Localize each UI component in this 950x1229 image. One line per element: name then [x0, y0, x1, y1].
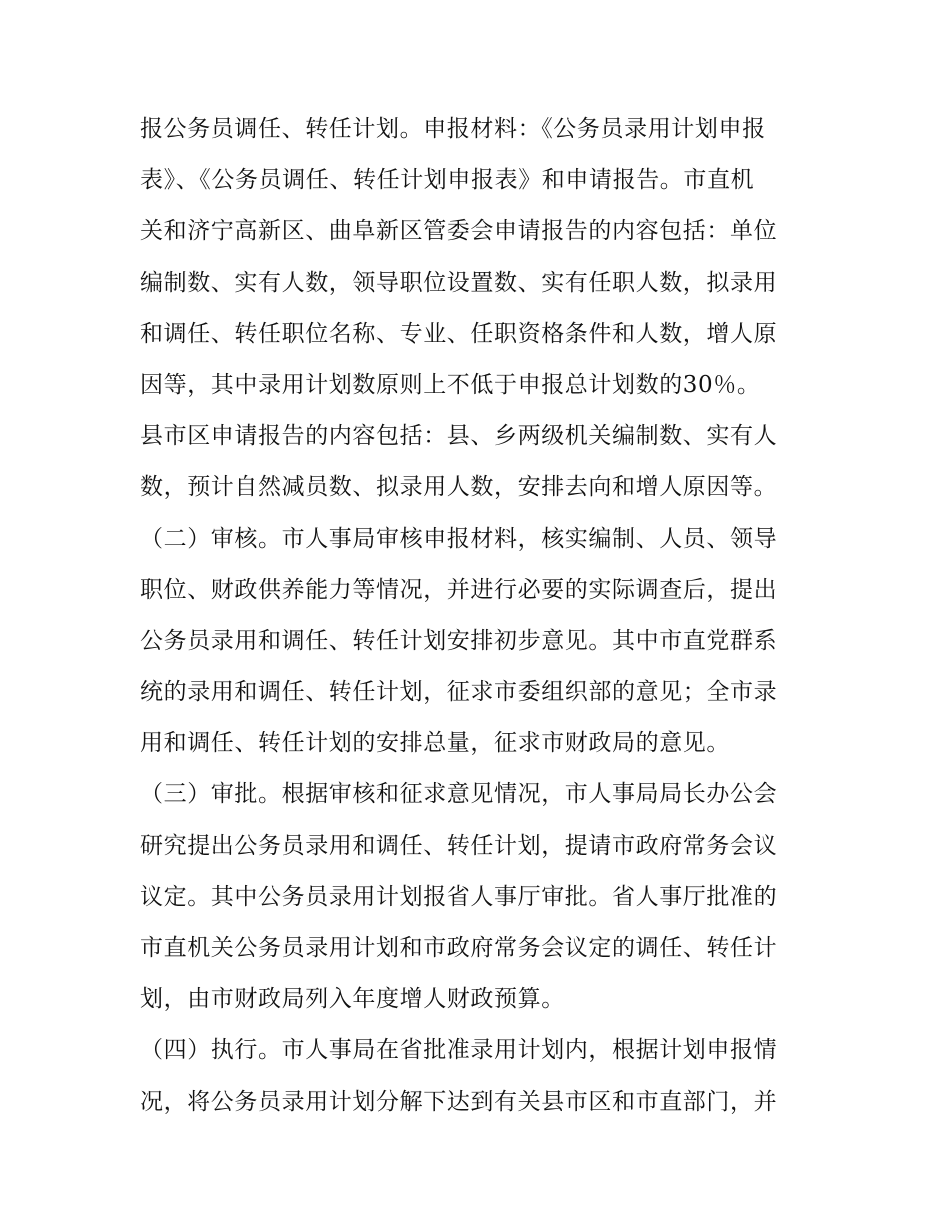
text-line: 公务员录用和调任、转任计划安排初步意见。其中市直党群系	[140, 627, 778, 654]
text-line: 报公务员调任、转任计划。申报材料：《公务员录用计划申报	[140, 116, 766, 142]
text-line: 表》、《公务员调任、转任计划申报表》和申请报告。市直机	[140, 167, 755, 194]
text-line: 研究提出公务员录用和调任、转任计划，提请市政府常务会议	[140, 832, 778, 859]
text-line: 县市区申请报告的内容包括：县、乡两级机关编制数、实有人	[140, 423, 778, 450]
section-heading-line: （四）执行。市人事局在省批准录用计划内，根据计划申报情	[140, 1037, 778, 1064]
text-line: 因等，其中录用计划数原则上不低于申报总计划数的30％。	[140, 371, 761, 398]
text-line: 关和济宁高新区、曲阜新区管委会申请报告的内容包括：单位	[140, 218, 778, 245]
text-line: 职位、财政供养能力等情况，并进行必要的实际调查后，提出	[140, 576, 778, 603]
text-line: 用和调任、转任计划的安排总量，征求市财政局的意见。	[140, 730, 730, 757]
text-line: 数，预计自然减员数、拟录用人数，安排去向和增人原因等。	[140, 474, 778, 501]
text-line: 划，由市财政局列入年度增人财政预算。	[140, 986, 565, 1013]
text-line: 统的录用和调任、转任计划，征求市委组织部的意见；全市录	[140, 679, 778, 706]
text-line: 议定。其中公务员录用计划报省人事厅审批。省人事厅批准的	[140, 883, 778, 910]
text-line: 编制数、实有人数，领导职位设置数、实有任职人数，拟录用	[140, 269, 778, 296]
body-text	[140, 104, 830, 1128]
text-line: 况，将公务员录用计划分解下达到有关县市区和市直部门，并	[140, 1088, 778, 1115]
text-line: 和调任、转任职位名称、专业、任职资格条件和人数，增人原	[140, 320, 778, 347]
text-line: 市直机关公务员录用计划和市政府常务会议定的调任、转任计	[140, 935, 778, 961]
section-heading-line: （二）审核。市人事局审核申报材料，核实编制、人员、领导	[140, 525, 778, 552]
section-heading-line: （三）审批。根据审核和征求意见情况，市人事局局长办公会	[140, 781, 778, 808]
